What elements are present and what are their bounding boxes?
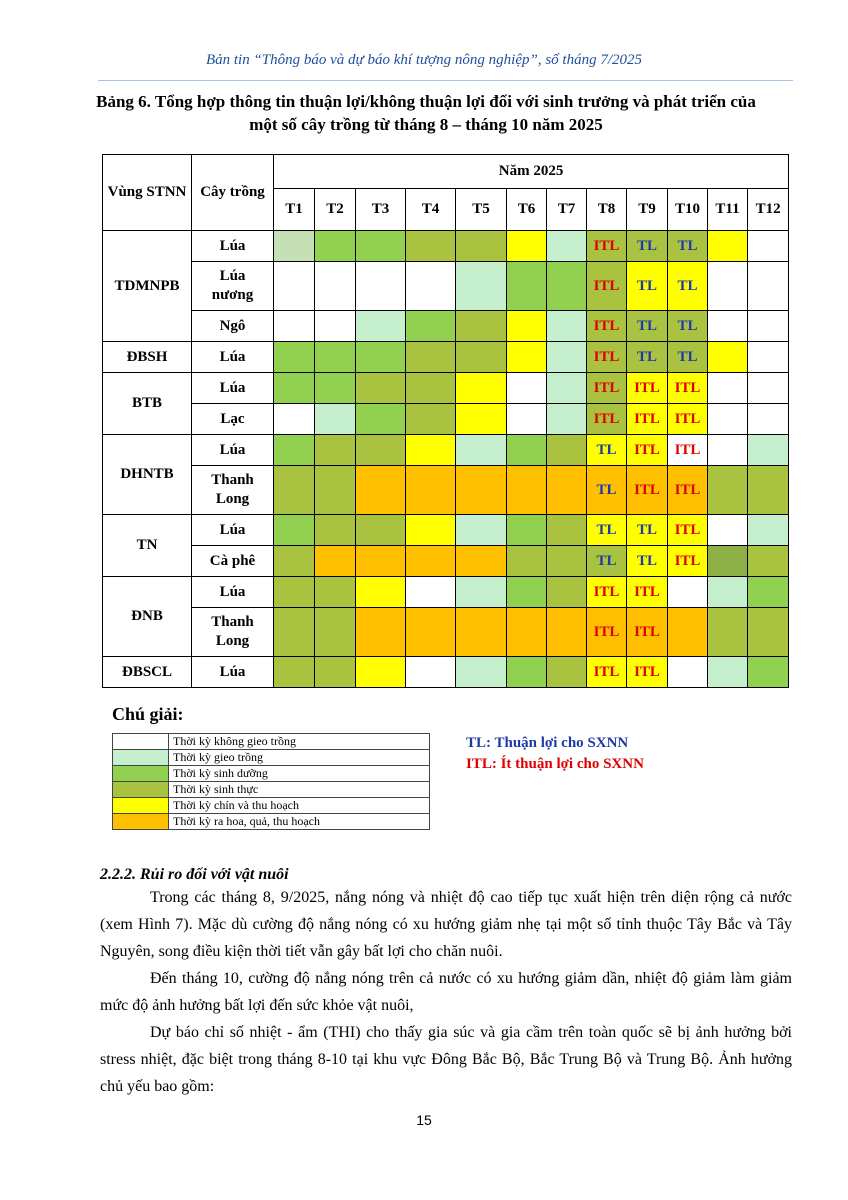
- month-cell: [507, 342, 547, 373]
- month-cell: [507, 657, 547, 688]
- crop-calendar-table: [102, 154, 789, 688]
- month-cell: [315, 342, 356, 373]
- month-cell: [587, 404, 627, 435]
- month-cell: [627, 262, 668, 311]
- month-cell: [406, 608, 456, 657]
- month-cell: [507, 404, 547, 435]
- month-cell: [406, 373, 456, 404]
- itl-mark: ITL: [593, 348, 620, 365]
- month-cell: [274, 404, 315, 435]
- month-cell: [356, 515, 406, 546]
- tl-mark: TL: [677, 317, 698, 334]
- month-cell: [547, 608, 587, 657]
- month-cell: [587, 546, 627, 577]
- region-cell: ĐBSH: [103, 342, 192, 373]
- legend-swatch: [113, 782, 169, 798]
- month-cell: [668, 657, 708, 688]
- month-cell: [708, 231, 748, 262]
- month-cell: [406, 404, 456, 435]
- month-cell: [406, 515, 456, 546]
- legend-swatch: [113, 734, 169, 750]
- month-cell: [748, 466, 789, 515]
- month-cell: [274, 466, 315, 515]
- month-cell: [356, 262, 406, 311]
- month-cell: [406, 577, 456, 608]
- month-cell: [708, 342, 748, 373]
- month-cell: [748, 435, 789, 466]
- tl-mark: TL: [636, 277, 657, 294]
- month-cell: [708, 373, 748, 404]
- itl-mark: ITL: [674, 410, 701, 427]
- month-cell: [274, 546, 315, 577]
- month-cell: [315, 577, 356, 608]
- legend-row: [113, 734, 430, 750]
- month-cell: [315, 515, 356, 546]
- month-cell: [668, 373, 708, 404]
- month-cell: [547, 262, 587, 311]
- header-region: Vùng STNN: [103, 155, 192, 231]
- month-cell: [748, 546, 789, 577]
- month-cell: [406, 262, 456, 311]
- month-cell: [627, 577, 668, 608]
- itl-mark: ITL: [593, 237, 620, 254]
- month-cell: [315, 608, 356, 657]
- month-cell: [274, 231, 315, 262]
- crop-cell: Lúa: [192, 342, 274, 373]
- itl-mark: ITL: [593, 277, 620, 294]
- month-cell: [356, 342, 406, 373]
- month-cell: [587, 311, 627, 342]
- header-year: Năm 2025: [274, 155, 789, 189]
- month-header: T4: [406, 189, 456, 231]
- body-text: [100, 884, 792, 1100]
- itl-mark: ITL: [674, 552, 701, 569]
- month-cell: [708, 311, 748, 342]
- month-cell: [406, 311, 456, 342]
- month-cell: [708, 515, 748, 546]
- itl-mark: ITL: [593, 663, 620, 680]
- itl-mark: ITL: [634, 441, 660, 458]
- month-cell: [587, 373, 627, 404]
- page-header: Bản tin “Thông báo và dự báo khí tượng nông nghiệp”, số tháng 7/2025: [205, 52, 643, 68]
- month-cell: [668, 546, 708, 577]
- month-cell: [587, 515, 627, 546]
- crop-cell: Cà phê: [192, 546, 274, 577]
- month-cell: [315, 546, 356, 577]
- month-cell: [507, 231, 547, 262]
- month-header: T5: [456, 189, 507, 231]
- month-header: T10: [668, 189, 708, 231]
- table-title: Bảng 6. Tổng hợp thông tin thuận lợi/không thuận lợi đối với sinh trưởng và phát triển của một số cây trồng từ tháng 8 – tháng 10 năm 2025: [96, 92, 756, 134]
- month-cell: [274, 311, 315, 342]
- crop-cell: Lúa nương: [192, 262, 274, 311]
- legend-itl-key: ITL: Ít thuận lợi cho SXNN: [466, 756, 644, 772]
- table-row: [103, 342, 789, 373]
- month-header: T9: [627, 189, 668, 231]
- month-header: T3: [356, 189, 406, 231]
- month-cell: [456, 342, 507, 373]
- month-cell: [356, 231, 406, 262]
- legend-swatch: [113, 766, 169, 782]
- month-cell: [315, 231, 356, 262]
- month-cell: [356, 404, 406, 435]
- month-cell: [356, 657, 406, 688]
- month-cell: [507, 311, 547, 342]
- month-cell: [668, 515, 708, 546]
- month-header: T11: [708, 189, 748, 231]
- month-cell: [456, 577, 507, 608]
- month-cell: [406, 231, 456, 262]
- month-cell: [748, 404, 789, 435]
- month-cell: [356, 577, 406, 608]
- tl-mark: TL: [596, 481, 617, 498]
- month-cell: [507, 466, 547, 515]
- month-cell: [274, 577, 315, 608]
- page-number: 15: [416, 1112, 432, 1128]
- itl-mark: ITL: [634, 623, 660, 640]
- month-cell: [274, 373, 315, 404]
- month-cell: [748, 657, 789, 688]
- month-cell: [456, 262, 507, 311]
- tl-mark: TL: [596, 552, 617, 569]
- month-cell: [406, 342, 456, 373]
- month-cell: [456, 515, 507, 546]
- region-cell: TN: [103, 515, 192, 577]
- legend-row: [113, 782, 430, 798]
- tl-mark: TL: [677, 237, 698, 254]
- month-cell: [708, 262, 748, 311]
- table-row: [103, 262, 789, 311]
- itl-mark: ITL: [674, 379, 701, 396]
- paragraph: Dự báo chỉ số nhiệt - ẩm (THI) cho thấy gia súc và gia cầm trên toàn quốc sẽ bị ảnh hưởng bởi stress nhiệt, đặc biệt trong tháng 8-10 tại khu vực Đông Bắc Bộ, Bắc Trung Bộ và Trung Bộ. Ảnh hưởng chủ yếu bao gồm:: [100, 1024, 792, 1095]
- month-cell: [627, 515, 668, 546]
- month-cell: [627, 546, 668, 577]
- month-cell: [587, 342, 627, 373]
- itl-mark: ITL: [593, 410, 620, 427]
- month-cell: [708, 546, 748, 577]
- month-cell: [356, 311, 406, 342]
- legend-label: Thời kỳ sinh dưỡng: [169, 766, 430, 782]
- legend-tl-key: TL: Thuận lợi cho SXNN: [466, 735, 629, 751]
- itl-mark: ITL: [593, 583, 620, 600]
- crop-cell: Lúa: [192, 657, 274, 688]
- itl-mark: ITL: [634, 663, 660, 680]
- month-cell: [406, 466, 456, 515]
- month-cell: [547, 404, 587, 435]
- month-cell: [668, 311, 708, 342]
- month-cell: [547, 515, 587, 546]
- month-cell: [356, 373, 406, 404]
- month-cell: [748, 311, 789, 342]
- month-cell: [627, 657, 668, 688]
- legend-row: [113, 798, 430, 814]
- month-cell: [627, 466, 668, 515]
- paragraph: Đến tháng 10, cường độ nắng nóng trên cả nước có xu hướng giảm dần, nhiệt độ giảm làm giảm mức độ ảnh hưởng bất lợi đến sức khỏe vật nuôi,: [100, 970, 792, 1014]
- header-crop: Cây trồng: [192, 155, 274, 231]
- month-cell: [547, 435, 587, 466]
- legend-row: [113, 766, 430, 782]
- month-cell: [748, 608, 789, 657]
- legend-swatch: [113, 798, 169, 814]
- crop-cell: Lúa: [192, 373, 274, 404]
- month-cell: [456, 657, 507, 688]
- crop-cell: Lạc: [192, 404, 274, 435]
- month-cell: [507, 515, 547, 546]
- month-cell: [456, 608, 507, 657]
- month-cell: [406, 657, 456, 688]
- month-cell: [507, 373, 547, 404]
- month-cell: [627, 342, 668, 373]
- table-row: [103, 657, 789, 688]
- itl-mark: ITL: [593, 379, 620, 396]
- crop-cell: Lúa: [192, 577, 274, 608]
- month-cell: [274, 515, 315, 546]
- crop-cell: Lúa: [192, 231, 274, 262]
- crop-cell: Lúa: [192, 435, 274, 466]
- month-cell: [668, 466, 708, 515]
- crop-cell: Thanh Long: [192, 466, 274, 515]
- region-cell: ĐNB: [103, 577, 192, 657]
- table-row: [103, 404, 789, 435]
- region-cell: ĐBSCL: [103, 657, 192, 688]
- month-cell: [708, 466, 748, 515]
- legend-row: [113, 750, 430, 766]
- month-cell: [274, 262, 315, 311]
- legend-label: Thời kỳ gieo trồng: [169, 750, 430, 766]
- month-cell: [547, 342, 587, 373]
- month-cell: [315, 404, 356, 435]
- month-cell: [507, 608, 547, 657]
- tl-mark: TL: [596, 441, 617, 458]
- month-cell: [587, 231, 627, 262]
- legend-label: Thời kỳ ra hoa, quả, thu hoạch: [169, 814, 430, 830]
- month-cell: [547, 657, 587, 688]
- legend-row: [113, 814, 430, 830]
- month-cell: [627, 231, 668, 262]
- month-cell: [587, 435, 627, 466]
- itl-mark: ITL: [634, 379, 660, 396]
- table-row: [103, 608, 789, 657]
- table-row: [103, 546, 789, 577]
- region-cell: TDMNPB: [103, 231, 192, 342]
- month-cell: [587, 466, 627, 515]
- month-cell: [708, 435, 748, 466]
- legend-table: [112, 733, 430, 830]
- month-cell: [587, 577, 627, 608]
- month-cell: [274, 608, 315, 657]
- month-header: T12: [748, 189, 789, 231]
- itl-mark: ITL: [593, 317, 620, 334]
- month-cell: [315, 466, 356, 515]
- paragraph: Trong các tháng 8, 9/2025, nắng nóng và nhiệt độ cao tiếp tục xuất hiện trên diện rộng cả nước (xem Hình 7). Mặc dù cường độ nắng nóng có xu hướng giảm nhẹ tại một số tỉnh thuộc Tây Bắc và Tây Nguyên, song điều kiện thời tiết vẫn gây bất lợi cho chăn nuôi.: [100, 889, 792, 960]
- month-cell: [406, 546, 456, 577]
- month-cell: [315, 657, 356, 688]
- month-cell: [748, 262, 789, 311]
- month-cell: [274, 657, 315, 688]
- table-row: [103, 515, 789, 546]
- month-cell: [456, 231, 507, 262]
- tl-mark: TL: [677, 277, 698, 294]
- table-row: [103, 231, 789, 262]
- month-cell: [315, 435, 356, 466]
- month-cell: [547, 466, 587, 515]
- month-cell: [507, 435, 547, 466]
- month-cell: [668, 435, 708, 466]
- tl-mark: TL: [636, 317, 657, 334]
- month-cell: [708, 404, 748, 435]
- month-cell: [356, 546, 406, 577]
- tl-mark: TL: [636, 348, 657, 365]
- month-cell: [748, 515, 789, 546]
- month-cell: [547, 373, 587, 404]
- month-cell: [708, 657, 748, 688]
- month-cell: [627, 435, 668, 466]
- month-cell: [547, 546, 587, 577]
- table-row: [103, 435, 789, 466]
- month-cell: [315, 311, 356, 342]
- month-cell: [587, 657, 627, 688]
- month-cell: [547, 311, 587, 342]
- tl-mark: TL: [636, 552, 657, 569]
- month-cell: [356, 435, 406, 466]
- region-cell: BTB: [103, 373, 192, 435]
- month-cell: [668, 404, 708, 435]
- month-cell: [627, 373, 668, 404]
- month-cell: [456, 435, 507, 466]
- month-cell: [668, 608, 708, 657]
- itl-mark: ITL: [634, 583, 660, 600]
- crop-cell: Lúa: [192, 515, 274, 546]
- month-cell: [315, 262, 356, 311]
- month-cell: [315, 373, 356, 404]
- month-cell: [456, 311, 507, 342]
- month-cell: [507, 262, 547, 311]
- table-row: [103, 373, 789, 404]
- month-cell: [708, 577, 748, 608]
- legend-title: Chú giải:: [112, 704, 184, 724]
- month-cell: [274, 342, 315, 373]
- itl-mark: ITL: [634, 410, 660, 427]
- legend-swatch: [113, 750, 169, 766]
- month-cell: [668, 231, 708, 262]
- month-cell: [356, 608, 406, 657]
- itl-mark: ITL: [674, 521, 701, 538]
- month-cell: [748, 342, 789, 373]
- legend-label: Thời kỳ không gieo trồng: [169, 734, 430, 750]
- itl-mark: ITL: [634, 481, 660, 498]
- table-row: [103, 577, 789, 608]
- tl-mark: TL: [677, 348, 698, 365]
- itl-mark: ITL: [674, 481, 701, 498]
- month-cell: [587, 608, 627, 657]
- month-cell: [547, 577, 587, 608]
- header-divider: [98, 80, 793, 81]
- month-header: T6: [507, 189, 547, 231]
- itl-mark: ITL: [593, 623, 620, 640]
- month-cell: [507, 546, 547, 577]
- month-cell: [708, 608, 748, 657]
- region-cell: DHNTB: [103, 435, 192, 515]
- month-cell: [456, 373, 507, 404]
- month-cell: [748, 373, 789, 404]
- month-cell: [627, 404, 668, 435]
- month-cell: [456, 546, 507, 577]
- tl-mark: TL: [596, 521, 617, 538]
- month-cell: [668, 577, 708, 608]
- section-heading: 2.2.2. Rủi ro đối với vật nuôi: [100, 866, 289, 883]
- month-cell: [627, 608, 668, 657]
- month-cell: [748, 231, 789, 262]
- month-cell: [547, 231, 587, 262]
- month-cell: [668, 262, 708, 311]
- month-header: T7: [547, 189, 587, 231]
- month-cell: [406, 435, 456, 466]
- month-cell: [274, 435, 315, 466]
- tl-mark: TL: [636, 237, 657, 254]
- crop-cell: Thanh Long: [192, 608, 274, 657]
- month-cell: [456, 466, 507, 515]
- month-cell: [668, 342, 708, 373]
- month-cell: [356, 466, 406, 515]
- table-row: [103, 466, 789, 515]
- itl-mark: ITL: [674, 441, 701, 458]
- table-row: [103, 311, 789, 342]
- crop-cell: Ngô: [192, 311, 274, 342]
- legend-swatch: [113, 814, 169, 830]
- tl-mark: TL: [636, 521, 657, 538]
- legend-label: Thời kỳ chín và thu hoạch: [169, 798, 430, 814]
- month-cell: [507, 577, 547, 608]
- month-header: T8: [587, 189, 627, 231]
- month-cell: [748, 577, 789, 608]
- month-cell: [587, 262, 627, 311]
- legend-label: Thời kỳ sinh thực: [169, 782, 430, 798]
- month-cell: [627, 311, 668, 342]
- month-header: T2: [315, 189, 356, 231]
- month-header: T1: [274, 189, 315, 231]
- month-cell: [456, 404, 507, 435]
